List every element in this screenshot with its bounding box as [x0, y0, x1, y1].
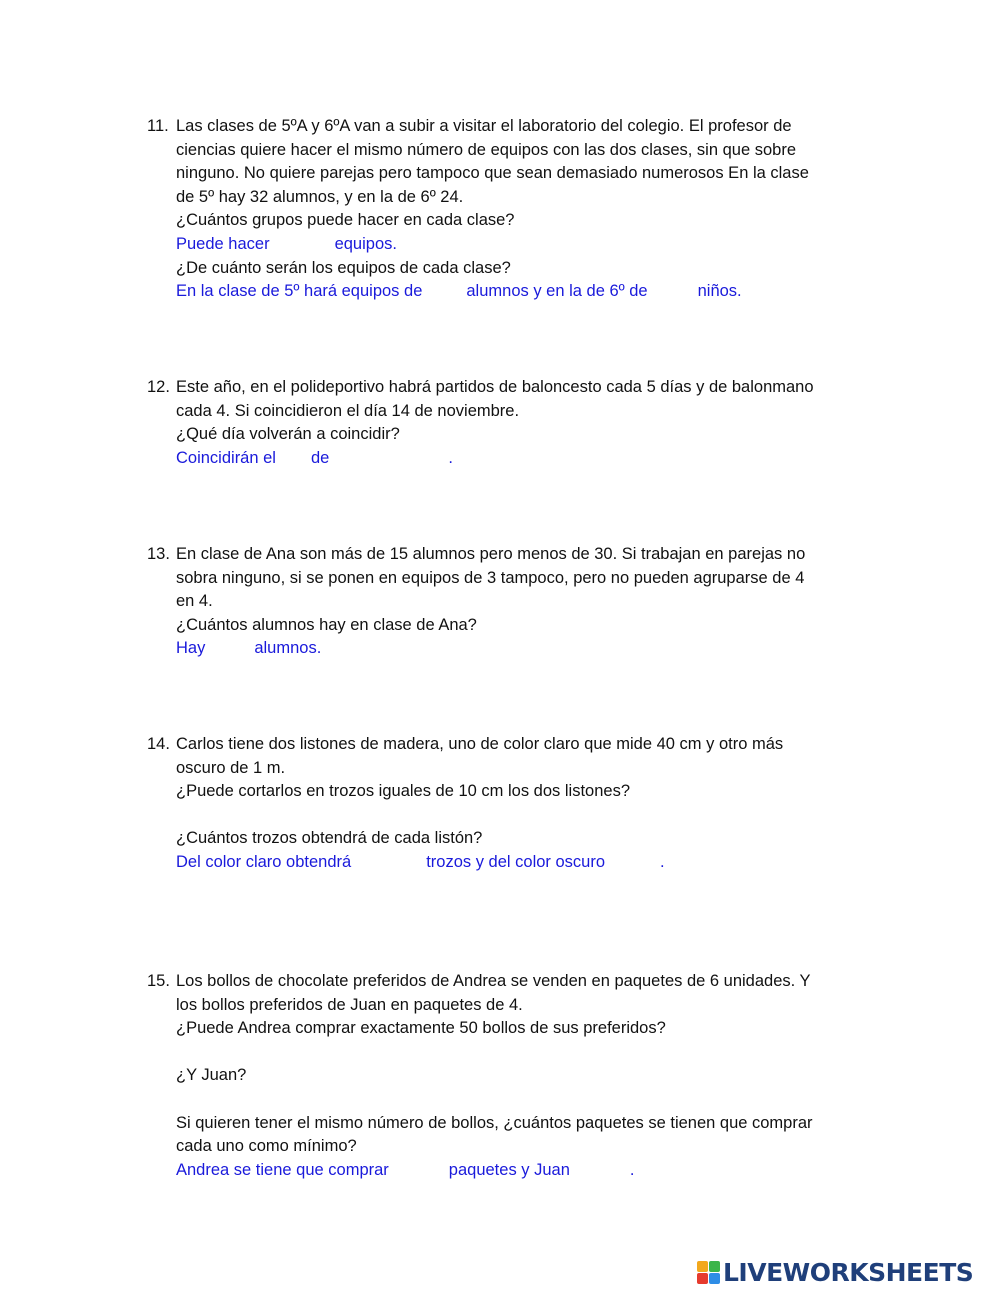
- problem-11: [147, 115, 887, 304]
- problem-text-line: Las clases de 5ºA y 6ºA van a subir a visitar el laboratorio del colegio. El profesor de: [176, 117, 792, 135]
- answer-line: [176, 447, 887, 471]
- answer-line: [176, 637, 887, 661]
- answer-text: Coincidirán el: [176, 448, 276, 467]
- problem-number: 11.: [147, 117, 169, 135]
- answer-text: de: [310, 448, 330, 467]
- answer-line: [176, 1159, 887, 1183]
- answer-text: Hay: [176, 639, 206, 658]
- answer-text: Del color claro obtendrá: [176, 852, 352, 871]
- answer-text: niños.: [697, 282, 742, 301]
- answer-line: [176, 280, 887, 304]
- problem-text-line: Los bollos de chocolate preferidos de Andrea se venden en paquetes de 6 unidades. Y: [176, 972, 811, 990]
- problem-text-line: ninguno. No quiere parejas pero tampoco que sean demasiado numerosos En la clase: [176, 164, 809, 183]
- problem-text-line: En clase de Ana son más de 15 alumnos pero menos de 30. Si trabajan en parejas no: [176, 545, 806, 563]
- logo-text: LIVEWORKSHEETS: [723, 1257, 974, 1287]
- question-text: ¿Puede cortarlos en trozos iguales de 10 cm los dos listones?: [176, 782, 630, 801]
- answer-space[interactable]: [176, 804, 887, 828]
- problem-text-line: ciencias quiere hacer el mismo número de equipos con las dos clases, sin que sobre: [176, 140, 796, 159]
- question-text: ¿Cuántos alumnos hay en clase de Ana?: [176, 615, 477, 634]
- problem-12: [147, 376, 887, 470]
- answer-text: alumnos.: [254, 639, 322, 658]
- answer-text: paquetes y Juan: [448, 1160, 570, 1179]
- problem-14: [147, 733, 887, 875]
- problem-text-line: de 5º hay 32 alumnos, y en la de 6º 24.: [176, 187, 464, 206]
- problem-number: 12.: [147, 378, 170, 396]
- question-text: Si quieren tener el mismo número de bollos, ¿cuántos paquetes se tienen que comprar: [176, 1113, 813, 1132]
- answer-text: En la clase de 5º hará equipos de: [176, 282, 423, 301]
- answer-text: alumnos y en la de 6º de: [466, 282, 648, 301]
- answer-text: .: [448, 448, 453, 467]
- problem-text-line: sobra ninguno, si se ponen en equipos de 3 tampoco, pero no pueden agruparse de 4: [176, 568, 805, 587]
- problem-text-line: oscuro de 1 m.: [176, 758, 286, 777]
- question-text: ¿Cuántos grupos puede hacer en cada clase?: [176, 211, 515, 230]
- answer-text: .: [660, 852, 665, 871]
- problem-number: 13.: [147, 545, 170, 563]
- question-text: ¿Y Juan?: [176, 1066, 247, 1085]
- question-text: ¿Qué día volverán a coincidir?: [176, 425, 400, 444]
- question-text: ¿Puede Andrea comprar exactamente 50 bollos de sus preferidos?: [176, 1019, 666, 1038]
- answer-line: [176, 851, 887, 875]
- problem-text-line: cada 4. Si coincidieron el día 14 de noviembre.: [176, 401, 520, 420]
- problem-text-line: en 4.: [176, 592, 213, 611]
- answer-space[interactable]: [176, 1041, 887, 1065]
- problem-13: [147, 543, 887, 661]
- problem-text-line: Este año, en el polideportivo habrá partidos de baloncesto cada 5 días y de balonmano: [176, 378, 814, 396]
- question-text: cada uno como mínimo?: [176, 1137, 357, 1156]
- answer-text: Andrea se tiene que comprar: [176, 1160, 389, 1179]
- answer-text: trozos y del color oscuro: [426, 852, 606, 871]
- problem-number: 15.: [147, 972, 170, 990]
- liveworksheets-logo-icon: [697, 1261, 720, 1284]
- problem-number: 14.: [147, 735, 170, 753]
- problem-text-line: los bollos preferidos de Juan en paquetes de 4.: [176, 995, 523, 1014]
- answer-text: Puede hacer: [176, 234, 270, 253]
- question-text: ¿De cuánto serán los equipos de cada clase?: [176, 258, 511, 277]
- liveworksheets-logo: [697, 1257, 973, 1287]
- question-text: ¿Cuántos trozos obtendrá de cada listón?: [176, 829, 483, 848]
- problem-text-line: Carlos tiene dos listones de madera, uno de color claro que mide 40 cm y otro más: [176, 735, 784, 753]
- answer-text: equipos.: [334, 234, 397, 253]
- answer-text: .: [629, 1160, 635, 1179]
- answer-line: [176, 233, 887, 257]
- problem-15: [147, 970, 887, 1182]
- answer-space[interactable]: [176, 1088, 887, 1112]
